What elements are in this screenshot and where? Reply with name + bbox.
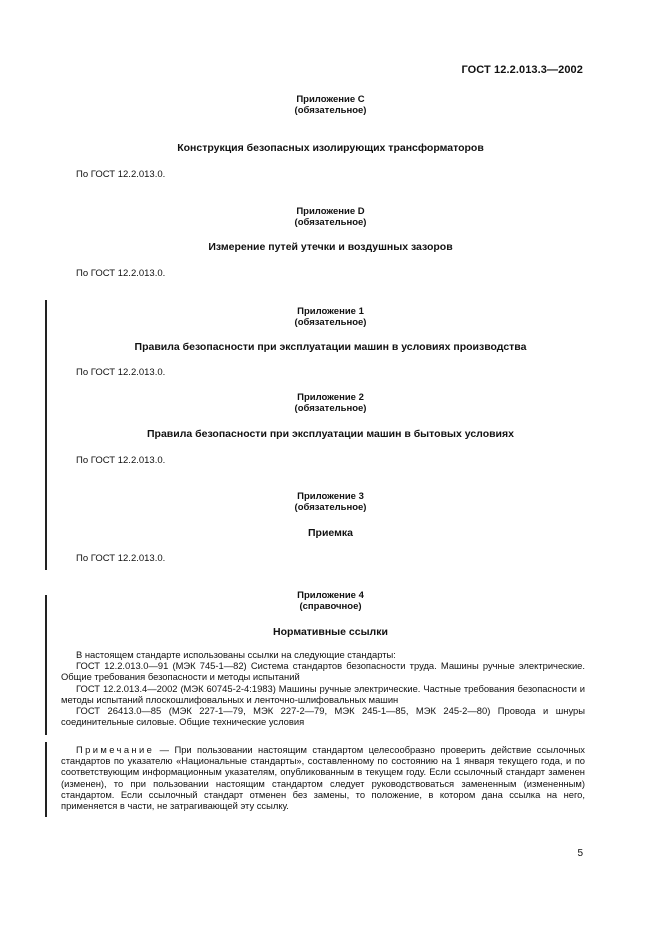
appendix-d-title: Измерение путей утечки и воздушных зазоров <box>208 241 453 253</box>
note-label: Примечание <box>76 744 155 755</box>
appendix-3-reference: По ГОСТ 12.2.013.0. <box>76 553 166 564</box>
appendix-c-reference: По ГОСТ 12.2.013.0. <box>76 169 166 180</box>
appendix-1-status: (обязательное) <box>294 317 367 328</box>
change-bar <box>45 595 47 735</box>
appendix-d-label: Приложение D <box>296 206 365 217</box>
appendix-2-reference: По ГОСТ 12.2.013.0. <box>76 455 166 466</box>
appendix-c-title: Конструкция безопасных изолирующих трансформаторов <box>177 142 484 154</box>
references-block <box>61 649 585 727</box>
appendix-2-label: Приложение 2 <box>297 392 364 403</box>
reference-item: ГОСТ 12.2.013.0—91 (МЭК 745-1—82) Система стандартов безопасности труда. Машины ручные электрические. Общие требования безопасности и методы испытаний <box>61 660 585 683</box>
appendix-c-status: (обязательное) <box>294 105 367 116</box>
references-intro: В настоящем стандарте использованы ссылки на следующие стандарты: <box>76 649 396 660</box>
note-dash: — <box>154 744 175 755</box>
appendix-1-label: Приложение 1 <box>297 306 364 317</box>
appendix-2-title: Правила безопасности при эксплуатации машин в бытовых условиях <box>147 428 514 440</box>
note-text: При пользовании настоящим стандартом целесообразно проверить действие ссылочных стандартов по указателю «Национальные стандарты», составленному по состоянию на 1 января текущего года, и по соответствующим информационным указателям, опубликованным в текущем году. Если ссылочный стандарт заменен (изменен), то при пользовании настоящим стандартом следует руководствоваться замененным (измененным) стандартом. Если ссылочный стандарт отменен без замены, то положение, в котором дана ссылка на него, применяется в части, не затрагивающей эту ссылку. <box>61 744 585 812</box>
appendix-3-label: Приложение 3 <box>297 491 364 502</box>
change-bar <box>45 742 47 817</box>
appendix-4-label: Приложение 4 <box>297 590 364 601</box>
appendix-3-title: Приемка <box>308 527 353 539</box>
appendix-d-reference: По ГОСТ 12.2.013.0. <box>76 268 166 279</box>
appendix-2-status: (обязательное) <box>294 403 367 414</box>
appendix-3-status: (обязательное) <box>294 502 367 513</box>
appendix-d-status: (обязательное) <box>294 217 367 228</box>
appendix-c-label: Приложение С <box>296 94 365 105</box>
appendix-4-status: (справочное) <box>299 601 362 612</box>
note-paragraph <box>61 744 585 811</box>
appendix-1-reference: По ГОСТ 12.2.013.0. <box>76 367 166 378</box>
appendix-1-title: Правила безопасности при эксплуатации машин в условиях производства <box>134 341 527 353</box>
page-number: 5 <box>577 848 583 859</box>
reference-item: ГОСТ 26413.0—85 (МЭК 227-1—79, МЭК 227-2—79, МЭК 245-1—85, МЭК 245-2—80) Провода и шнуры соединительные силовые. Общие технические условия <box>61 705 585 728</box>
appendix-4-title: Нормативные ссылки <box>273 626 388 638</box>
reference-item: ГОСТ 12.2.013.4—2002 (МЭК 60745-2-4:1983) Машины ручные электрические. Частные требования безопасности и методы испытаний плоскошлифовальных и ленточно-шлифовальных машин <box>61 682 585 705</box>
document-code: ГОСТ 12.2.013.3—2002 <box>461 64 583 76</box>
